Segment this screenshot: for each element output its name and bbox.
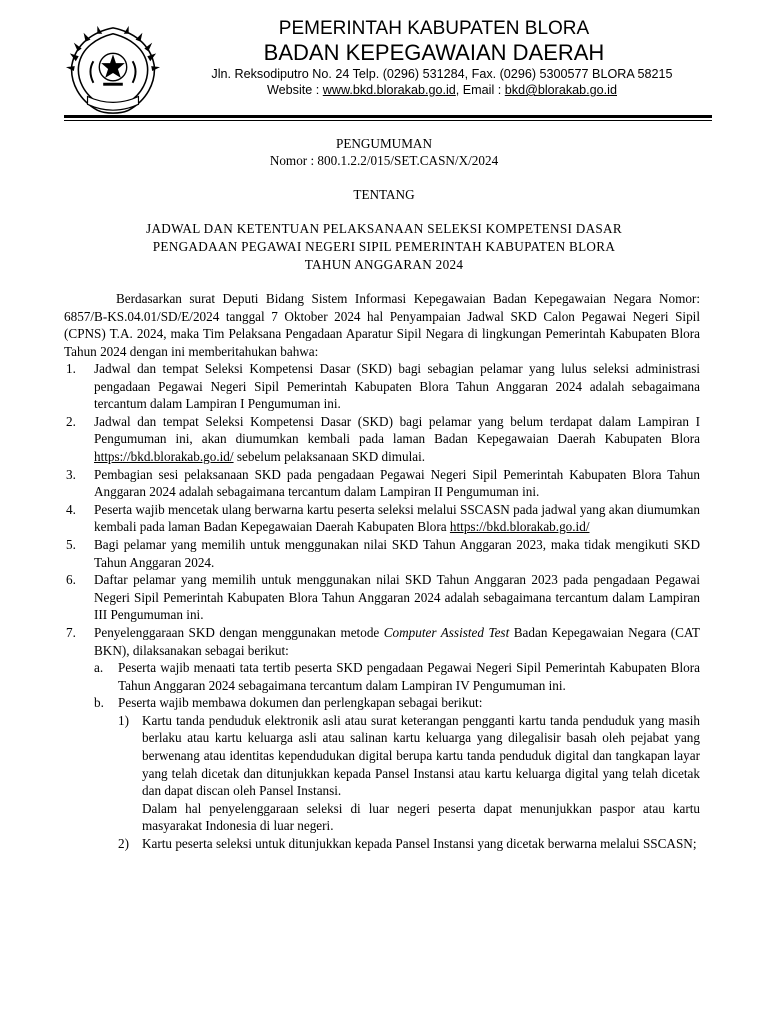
item-text-continued: sebelum pelaksanaan SKD dimulai.: [233, 448, 426, 464]
sub-list: [94, 659, 700, 853]
sub-item-letter: a.: [94, 660, 104, 676]
sub-item-text: Peserta wajib menaati tata tertib peserta SKD pengadaan Pegawai Negeri Sipil Pemerintah Kabupaten Blora Tahun Anggaran 2024 sebagaimana tercantum dalam Lampiran IV Pengumuman ini.: [118, 660, 700, 693]
sub-list-item: [94, 659, 700, 694]
item-text: Daftar pelamar yang memilih untuk menggunakan nilai SKD Tahun Anggaran 2023 pada pengadaan Pegawai Negeri Sipil Pemerintah Kabupaten Blora Tahun Anggaran 2024 adalah sebagaimana tercantum dalam Lampiran III Pengumuman ini.: [94, 572, 700, 623]
item-text: Peserta wajib mencetak ulang berwarna kartu peserta seleksi melalui SSCASN pada jadwal yang akan diumumkan kembali pada laman Badan Kepegawaian Daerah Kabupaten Blora: [94, 501, 700, 535]
announcement-number: Nomor : 800.1.2.2/015/SET.CASN/X/2024: [269, 153, 499, 168]
letterhead-rule-thick: [64, 115, 712, 118]
list-item: [64, 360, 700, 413]
item-number: 4.: [66, 501, 76, 517]
agency-contact: [164, 82, 720, 98]
item-text-continued: Badan Kepegawaian Negara (CAT BKN), dilaksanakan sebagai berikut:: [94, 624, 700, 658]
list-item: [64, 466, 700, 501]
list-item: [64, 571, 700, 624]
nested-item-number: 2): [118, 836, 129, 852]
bkd-website-link[interactable]: https://bkd.blorakab.go.id/: [449, 519, 590, 535]
agency-address: Jln. Reksodiputro No. 24 Telp. (0296) 531284, Fax. (0296) 5300577 BLORA 58215: [211, 67, 673, 81]
announcement-heading: PENGUMUMAN: [336, 136, 432, 151]
bkd-website-link[interactable]: https://bkd.blorakab.go.id/: [94, 448, 234, 464]
item-number: 3.: [66, 466, 76, 482]
letterhead-rule-thin: [64, 120, 712, 121]
list-item: [64, 501, 700, 536]
list-item: [64, 536, 700, 571]
government-name: PEMERINTAH KABUPATEN BLORA: [278, 18, 590, 39]
website-link[interactable]: www.bkd.blorakab.go.id: [322, 83, 456, 97]
sub-list-item: [94, 694, 700, 852]
announcement-list: [64, 360, 700, 853]
sub-item-letter: b.: [94, 695, 104, 711]
email-label: , Email :: [455, 83, 505, 97]
item-text: Jadwal dan tempat Seleksi Kompetensi Dasar (SKD) bagi pelamar yang belum terdapat dalam Lampiran I Pengumuman ini, akan diumumkan kembali pada laman Badan Kepegawaian Daerah Kabupaten Blora: [94, 413, 700, 447]
item-number: 5.: [66, 536, 76, 552]
announcement-about: TENTANG: [353, 187, 415, 202]
sub-item-text: Peserta wajib membawa dokumen dan perlengkapan sebagai berikut:: [118, 695, 483, 711]
nested-item-text: Kartu peserta seleksi untuk ditunjukkan kepada Pansel Instansi yang dicetak berwarna melalui SSCASN;: [142, 836, 697, 852]
email-link[interactable]: bkd@blorakab.go.id: [504, 83, 617, 97]
nested-list: [118, 712, 700, 853]
website-label: Website :: [267, 83, 323, 97]
item-text: Jadwal dan tempat Seleksi Kompetensi Dasar (SKD) bagi sebagian pelamar yang lulus seleksi administrasi pengadaan Pegawai Negeri Sipil Pemerintah Kabupaten Blora Tahun Anggaran 2024 adalah sebagaimana tercantum dalam Lampiran I Pengumuman ini.: [94, 361, 700, 412]
intro-text: Berdasarkan surat Deputi Bidang Sistem Informasi Kepegawaian Badan Kepegawaian Negara Nomor: 6857/B-KS.04.01/SD/E/2024 tanggal 7 Oktober 2024 hal Penyampaian Jadwal SKD Calon Pegawai Negeri Sipil (CPNS) T.A. 2024, maka Tim Pelaksana Pengadaan Aparatur Sipil Negara di lingkungan Pemerintah Kabupaten Blora Tahun 2024 dengan ini memberitahukan bahwa:: [64, 291, 700, 359]
nested-list-item: [118, 835, 700, 853]
announcement-title-line3: TAHUN ANGGARAN 2024: [304, 257, 464, 272]
agency-name: BADAN KEPEGAWAIAN DAERAH: [263, 40, 605, 65]
announcement-title-line2: PENGADAAN PEGAWAI NEGERI SIPIL PEMERINTAH KABUPATEN BLORA: [152, 239, 616, 254]
item-number: 6.: [66, 572, 76, 588]
item-number: 2.: [66, 413, 76, 429]
item-text: Penyelenggaraan SKD dengan menggunakan metode: [94, 624, 384, 640]
nested-item-number: 1): [118, 712, 129, 728]
item-text-italic: Computer Assisted Test: [383, 624, 510, 640]
list-item: [64, 624, 700, 853]
announcement-title-line1: JADWAL DAN KETENTUAN PELAKSANAAN SELEKSI KOMPETENSI DASAR: [146, 221, 622, 236]
nested-item-note: Dalam hal penyelenggaraan seleksi di luar negeri peserta dapat menunjukkan paspor atau kartu masyarakat Indonesia di luar negeri.: [142, 800, 700, 834]
item-number: 1.: [66, 361, 76, 376]
list-item: [64, 413, 700, 466]
item-number: 7.: [66, 624, 76, 640]
blora-emblem-icon: [64, 22, 162, 120]
item-text: Bagi pelamar yang memilih untuk menggunakan nilai SKD Tahun Anggaran 2023, maka tidak mengikuti SKD Tahun Anggaran 2024.: [94, 536, 700, 570]
nested-item-text: Kartu tanda penduduk elektronik asli atau surat keterangan pengganti kartu tanda penduduk yang masih berlaku atau kartu keluarga asli atau salinan kartu keluarga yang dilegalisir basah oleh pejabat yang berwenang atau identitas kependudukan digital berupa kartu tanda penduduk digital dan tangkapan layar yang telah dicetak dan ditunjukkan kepada Pansel Instansi atau kartu keluarga digital yang telah dicetak dan dapat discan oleh Pansel Instansi.: [142, 712, 700, 799]
item-text: Pembagian sesi pelaksanaan SKD pada pengadaan Pegawai Negeri Sipil Pemerintah Kabupaten Blora Tahun Anggaran 2024 adalah sebagaimana tercantum dalam Lampiran II Pengumuman ini.: [94, 466, 700, 500]
nested-list-item: [118, 712, 700, 835]
intro-paragraph: [64, 290, 700, 360]
